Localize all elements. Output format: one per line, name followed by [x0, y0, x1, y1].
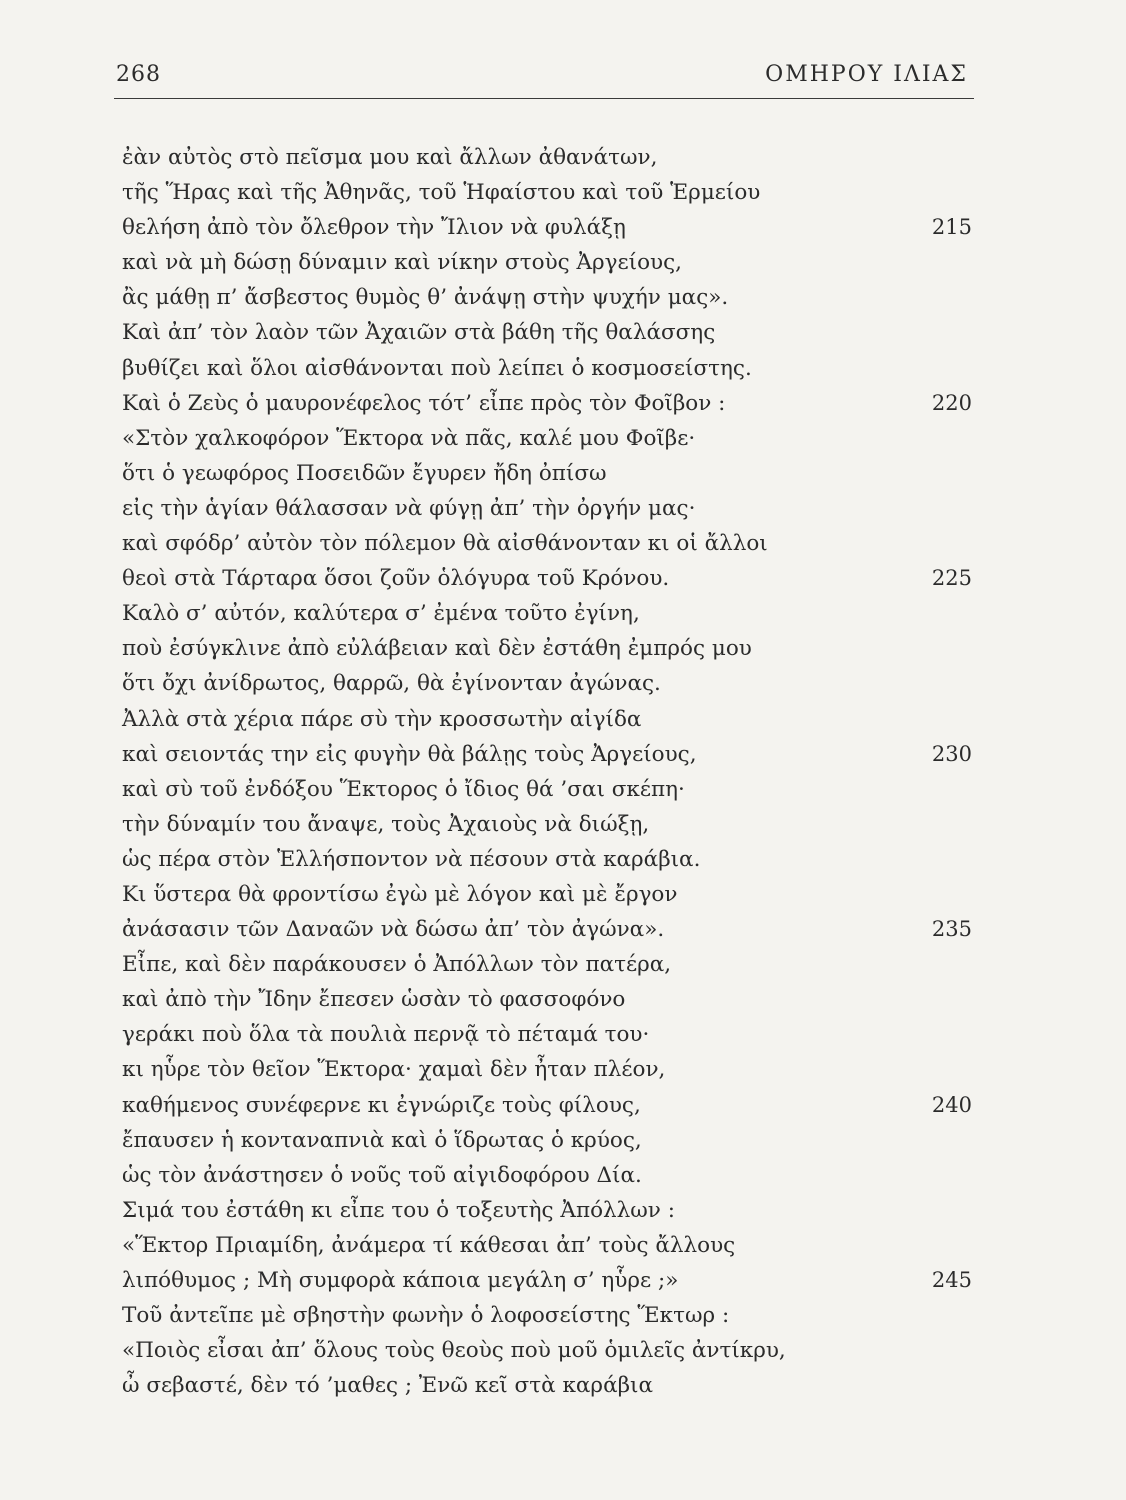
verse-text: θελήση ἀπὸ τὸν ὄλεθρον τὴν Ἴλιον νὰ φυλάξῃ [122, 215, 626, 241]
verse-text: «Ἕκτορ Πριαμίδη, ἀνάμερα τί κάθεσαι ἀπ’ τοὺς ἄλλους [122, 1232, 736, 1258]
line-number: 215 [931, 215, 972, 240]
verse-text: Κι ὕστερα θὰ φροντίσω ἐγὼ μὲ λόγον καὶ μὲ ἔργον [122, 881, 678, 907]
line-number: 220 [931, 390, 972, 415]
verse-line [122, 280, 972, 315]
verse-line [122, 421, 972, 456]
page-header [114, 60, 974, 98]
verse-text: ὅτι ὁ γεωφόρος Ποσειδῶν ἔγυρεν ἤδη ὀπίσω [122, 460, 607, 486]
verse-text: βυθίζει καὶ ὅλοι αἰσθάνονται ποὺ λείπει ὁ κοσμοσείστης. [122, 355, 752, 381]
verse-text: ἂς μάθῃ π’ ἄσβεστος θυμὸς θ’ ἀνάψῃ στὴν ψυχήν μας». [122, 285, 729, 311]
line-number: 240 [931, 1092, 972, 1117]
verse-text: Καὶ ἀπ’ τὸν λαὸν τῶν Ἀχαιῶν στὰ βάθη τῆς θαλάσσης [122, 320, 716, 346]
verse-text: λιπόθυμος ; Μὴ συμφορὰ κάποια μεγάλη σ’ ηὗρε ;» [122, 1268, 679, 1293]
verse-text: Τοῦ ἀντεῖπε μὲ σβηστὴν φωνὴν ὁ λοφοσείστης Ἕκτωρ : [122, 1303, 730, 1329]
verse-text: καὶ νὰ μὴ δώσῃ δύναμιν καὶ νίκην στοὺς Ἀργείους, [122, 250, 682, 276]
verse-line [122, 1193, 972, 1228]
verse-line [122, 526, 972, 561]
verse-text: τὴν δύναμίν του ἄναψε, τοὺς Ἀχαιοὺς νὰ διώξῃ, [122, 811, 650, 837]
verse-text: Καὶ ὁ Ζεὺς ὁ μαυρονέφελος τότ’ εἶπε πρὸς τὸν Φοῖβον : [122, 390, 726, 416]
verse-line [122, 1298, 972, 1333]
verse-text: ἀνάσασιν τῶν Δαναῶν νὰ δώσω ἀπ’ τὸν ἀγώνα». [122, 917, 665, 943]
verse-text: «Στὸν χαλκοφόρον Ἕκτορα νὰ πᾶς, καλέ μου Φοῖβε· [122, 425, 696, 451]
verse-text: τῆς Ἥρας καὶ τῆς Ἀθηνᾶς, τοῦ Ἡφαίστου καὶ τοῦ Ἑρμείου [122, 180, 761, 206]
verse-line [122, 140, 972, 175]
verse-text: γεράκι ποὺ ὅλα τὰ πουλιὰ περνᾷ τὸ πέταμά του· [122, 1022, 650, 1048]
verse-line [122, 912, 972, 947]
verse-text: καὶ σφόδρ’ αὐτὸν τὸν πόλεμον θὰ αἰσθάνονταν κι οἱ ἄλλοι [122, 531, 768, 557]
verse-text: Σιμά του ἐστάθη κι εἶπε του ὁ τοξευτὴς Ἀπόλλων : [122, 1197, 675, 1223]
verse-line [122, 631, 972, 666]
line-number: 235 [931, 917, 972, 942]
verse-line [122, 596, 972, 631]
verse-text: Καλὸ σ’ αὐτόν, καλύτερα σ’ ἐμένα τοῦτο ἐγίνη, [122, 601, 640, 627]
verse-line [122, 982, 972, 1017]
verse-line [122, 175, 972, 210]
verse-line [122, 807, 972, 842]
line-number: 225 [931, 566, 972, 591]
verse-text: καὶ σὺ τοῦ ἐνδόξου Ἕκτορος ὁ ἴδιος θά ’σαι σκέπη· [122, 776, 685, 802]
verse-line [122, 772, 972, 807]
verse-line [122, 456, 972, 491]
verse-line [122, 1123, 972, 1158]
verse-text: ὡς πέρα στὸν Ἑλλήσποντον νὰ πέσουν στὰ καράβια. [122, 846, 701, 872]
header-rule [114, 98, 974, 99]
verse-line [122, 491, 972, 526]
verse-line [122, 1263, 972, 1298]
verse-line [122, 1158, 972, 1193]
verse-line [122, 386, 972, 421]
running-title: ΟΜΗΡΟΥ ΙΛΙΑΣ [765, 62, 968, 87]
verse-text: θεοὶ στὰ Τάρταρα ὅσοι ζοῦν ὁλόγυρα τοῦ Κρόνου. [122, 566, 670, 592]
verse-text: ποὺ ἐσύγκλινε ἀπὸ εὐλάβειαν καὶ δὲν ἐστάθη ἐμπρός μου [122, 636, 752, 662]
verse-text: ἔπαυσεν ἡ κονταναπνιὰ καὶ ὁ ἵδρωτας ὁ κρύος, [122, 1127, 642, 1153]
verse-text: καὶ σειοντάς την εἰς φυγὴν θὰ βάλῃς τοὺς Ἀργείους, [122, 741, 697, 767]
verse-text: ὡς τὸν ἀνάστησεν ὁ νοῦς τοῦ αἰγιδοφόρου Δία. [122, 1162, 642, 1188]
verse-block [122, 140, 972, 1403]
verse-text: Ἀλλὰ στὰ χέρια πάρε σὺ τὴν κροσσωτὴν αἰγίδα [122, 706, 642, 732]
verse-text: ὅτι ὄχι ἀνίδρωτος, θαρρῶ, θὰ ἐγίνονταν ἀγώνας. [122, 671, 661, 697]
page-number: 268 [116, 62, 161, 87]
verse-line [122, 1228, 972, 1263]
verse-text: κι ηὗρε τὸν θεῖον Ἕκτορα· χαμαὶ δὲν ἦταν πλέον, [122, 1057, 666, 1083]
verse-line [122, 737, 972, 772]
verse-line [122, 1088, 972, 1123]
verse-text: καθήμενος συνέφερνε κι ἐγνώριζε τοὺς φίλους, [122, 1092, 641, 1118]
verse-line [122, 842, 972, 877]
verse-line [122, 1052, 972, 1087]
verse-line [122, 351, 972, 386]
verse-line [122, 702, 972, 737]
verse-text: καὶ ἀπὸ τὴν Ἴδην ἔπεσεν ὡσὰν τὸ φασσοφόνο [122, 987, 626, 1013]
verse-text: ὦ σεβαστέ, δὲν τό ’μαθες ; Ἐνῶ κεῖ στὰ καράβια [122, 1373, 653, 1399]
verse-line [122, 666, 972, 701]
verse-line [122, 877, 972, 912]
verse-line [122, 1333, 972, 1368]
verse-text: «Ποιὸς εἶσαι ἀπ’ ὅλους τοὺς θεοὺς ποὺ μοῦ ὁμιλεῖς ἀντίκρυ, [122, 1338, 786, 1364]
verse-line [122, 947, 972, 982]
verse-line [122, 561, 972, 596]
line-number: 230 [931, 741, 972, 766]
line-number: 245 [931, 1268, 972, 1292]
verse-text: εἰς τὴν ἁγίαν θάλασσαν νὰ φύγῃ ἀπ’ τὴν ὀργήν μας· [122, 495, 696, 521]
verse-text: Εἶπε, καὶ δὲν παράκουσεν ὁ Ἀπόλλων τὸν πατέρα, [122, 952, 672, 978]
verse-line [122, 210, 972, 245]
verse-line [122, 1368, 972, 1403]
verse-line [122, 245, 972, 280]
verse-line [122, 1017, 972, 1052]
verse-line [122, 315, 972, 350]
verse-text: ἐὰν αὐτὸς στὸ πεῖσμα μου καὶ ἄλλων ἀθανάτων, [122, 145, 658, 170]
